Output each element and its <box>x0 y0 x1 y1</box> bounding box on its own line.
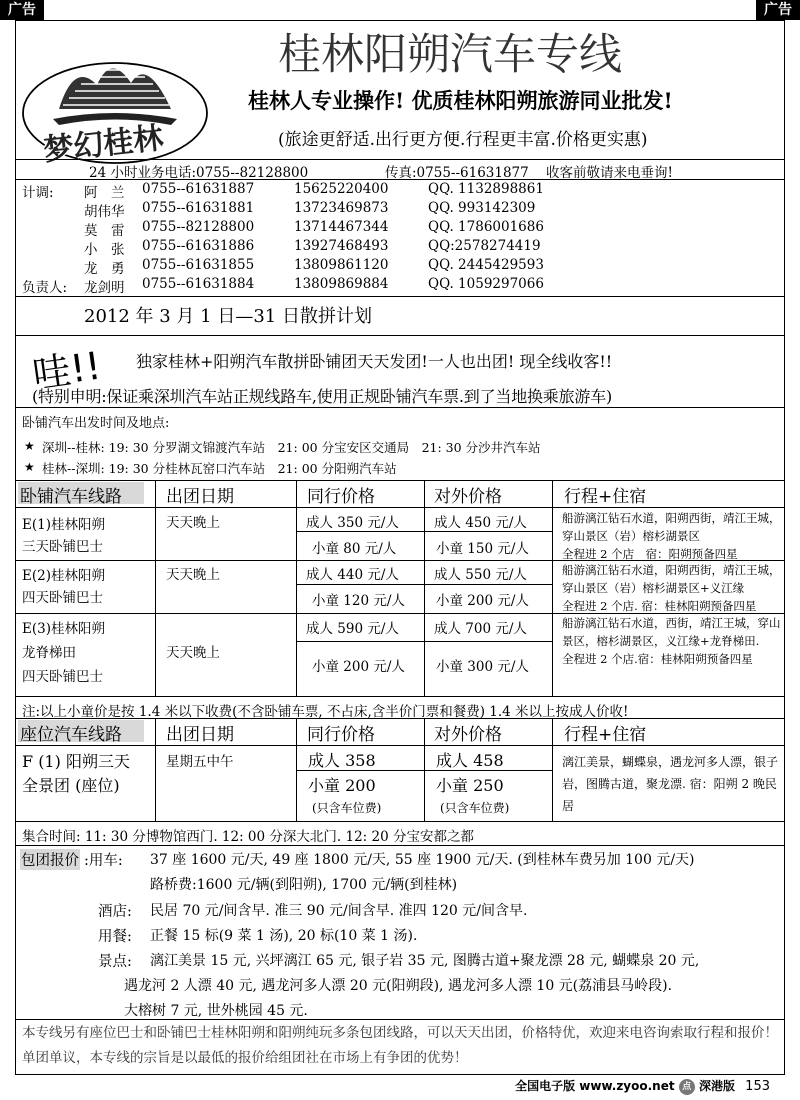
route-name: F (1) 阳朔三天 <box>22 752 130 771</box>
staff-qq: QQ. 1786001686 <box>428 219 544 235</box>
ad-frame <box>15 20 785 1075</box>
column-header: 座位汽车线路 <box>20 725 122 745</box>
star-icon: ★ <box>24 439 35 453</box>
page-title: 桂林阳朔汽车专线 <box>278 30 622 80</box>
sights-label: 景点: <box>98 954 132 970</box>
departure-date: 天天晚上 <box>166 567 220 583</box>
promo-statement: (特别申明:保证乘深圳汽车站正规线路车,使用正规卧铺汽车票.到了当地换乘旅游车) <box>32 387 613 406</box>
route-type: 四天卧铺巴士 <box>22 590 103 606</box>
car-price: 37 座 1600 元/天, 49 座 1800 元/天, 55 座 1900 元/天. (到桂林车费另加 100 元/天) <box>150 852 695 868</box>
fax: 传真:0755--61631877 <box>385 165 529 181</box>
region: 深港版 <box>698 1079 735 1093</box>
footer <box>515 1077 770 1095</box>
site-url: www.zyoo.net <box>579 1079 675 1093</box>
departure-line: 桂林--深圳: 19: 30 分桂林瓦窑口汽车站 21: 00 分阳朔汽车站 <box>42 461 397 476</box>
staff-tel: 0755--61631881 <box>142 200 255 216</box>
column-header: 同行价格 <box>307 487 375 507</box>
departure-date: 天天晚上 <box>166 645 220 661</box>
brand-logo-icon: 点 <box>679 1079 695 1095</box>
staff-mobile: 13714467344 <box>294 219 389 235</box>
page-number: 153 <box>745 1079 770 1094</box>
retail-child-price: 小童 200 元/人 <box>436 593 529 609</box>
staff-mobile: 13927468493 <box>294 238 389 254</box>
slogan: 桂林人专业操作! 优质桂林阳朔旅游同业批发! <box>248 88 673 113</box>
shopping-lodging: 全程进 2 个店. 宿：桂林阳朔预备四星 <box>562 599 757 613</box>
staff-name: 阿 兰 <box>84 185 125 201</box>
child-price-note: 注:以上小童价是按 1.4 米以下收费(不含卧铺车票, 不占床,含半价门票和餐费) 1.4 米以上按成人价收! <box>22 704 629 720</box>
trade-child-price: 小童 120 元/人 <box>312 593 405 609</box>
route-type: 四天卧铺巴士 <box>22 669 103 685</box>
brand-logo <box>19 43 211 169</box>
meal-label: 用餐: <box>98 929 132 945</box>
logo-text: 梦幻桂林 <box>41 120 165 169</box>
staff-qq: QQ. 1059297066 <box>428 276 544 292</box>
trade-adult-price: 成人 440 元/人 <box>306 567 399 583</box>
retail-child-price: 小童 250 <box>436 776 504 795</box>
edition: 全国电子版 <box>515 1079 576 1093</box>
column-header: 行程+住宿 <box>564 487 647 507</box>
plan-title: 2012 年 3 月 1 日—31 日散拼计划 <box>84 306 372 327</box>
retail-adult-price: 成人 458 <box>436 751 504 770</box>
car-label: :用车: <box>84 853 123 869</box>
route-type: 全景团 (座位) <box>22 776 120 795</box>
staff-mobile: 13809869884 <box>294 276 389 292</box>
column-header: 卧铺汽车线路 <box>20 487 122 507</box>
column-header: 同行价格 <box>307 725 375 745</box>
retail-adult-price: 成人 450 元/人 <box>434 515 527 531</box>
staff-label: 计调: <box>22 185 54 201</box>
column-header: 出团日期 <box>166 725 234 745</box>
staff-mobile: 13809861120 <box>294 257 389 273</box>
staff-qq: QQ. 2445429593 <box>428 257 544 273</box>
staff-tel: 0755--61631855 <box>142 257 255 273</box>
departures-title: 卧铺汽车出发时间及地点: <box>22 416 170 431</box>
shopping-lodging: 全程进 2 个店.宿：桂林阳朔预备四星 <box>562 652 753 666</box>
trade-child-price: 小童 80 元/人 <box>312 541 397 557</box>
staff-tel: 0755--61631884 <box>142 276 255 292</box>
trade-price-note: (只含车位费) <box>312 801 382 815</box>
route-name: E(2)桂林阳朔 <box>22 568 105 584</box>
staff-name: 莫 雷 <box>84 223 125 239</box>
staff-qq: QQ. 1132898861 <box>428 181 544 197</box>
route-type: 龙脊梯田 <box>22 645 76 661</box>
route-name: E(3)桂林阳朔 <box>22 621 105 637</box>
staff-tel: 0755--61631886 <box>142 238 255 254</box>
promo-wa: 哇!! <box>29 343 104 397</box>
staff-name: 龙 勇 <box>84 261 125 277</box>
ad-tag-left: 广告 <box>0 0 44 20</box>
hotel-label: 酒店: <box>98 904 132 920</box>
hotel-price: 民居 70 元/间含早. 准三 90 元/间含早. 准四 120 元/间含早. <box>150 903 528 919</box>
retail-price-note: (只含车位费) <box>440 801 510 815</box>
promo-line: 独家桂林+阳朔汽车散拼卧铺团天天发团!一人也出团! 现全线收客!! <box>136 352 613 371</box>
staff-name: 小 张 <box>84 242 125 258</box>
column-header: 出团日期 <box>166 487 234 507</box>
column-header: 对外价格 <box>434 725 502 745</box>
column-header: 对外价格 <box>434 487 502 507</box>
retail-child-price: 小童 150 元/人 <box>436 541 529 557</box>
trade-adult-price: 成人 350 元/人 <box>306 515 399 531</box>
departure-line: 深圳--桂林: 19: 30 分罗湖文锦渡汽车站 21: 00 分宝安区交通局 21: 30 分沙井汽车站 <box>42 440 541 455</box>
trade-child-price: 小童 200 元/人 <box>312 659 405 675</box>
contact-note: 收客前敬请来电垂询! <box>546 165 673 181</box>
sights-line: 遇龙河 2 人漂 40 元, 遇龙河多人漂 20 元(阳朔段), 遇龙河多人漂 10 元(荔浦县马岭段). <box>124 978 673 994</box>
manager-label: 负责人: <box>22 280 68 296</box>
column-header: 行程+住宿 <box>564 725 647 745</box>
staff-tel: 0755--61631887 <box>142 181 255 197</box>
star-icon: ★ <box>24 460 35 474</box>
staff-tel: 0755--82128800 <box>142 219 255 235</box>
trade-adult-price: 成人 590 元/人 <box>306 621 399 637</box>
staff-qq: QQ. 993142309 <box>428 200 536 216</box>
trade-child-price: 小童 200 <box>308 776 376 795</box>
charter-label: 包团报价 <box>20 849 80 870</box>
route-type: 三天卧铺巴士 <box>22 539 103 555</box>
departure-date: 天天晚上 <box>166 515 220 531</box>
trade-adult-price: 成人 358 <box>308 751 376 770</box>
staff-qq: QQ:2578274419 <box>428 238 541 254</box>
itinerary: 船游漓江钻石水道，阳朔西街，靖江王城，穿山景区（岩）榕杉湖景区 <box>562 511 781 543</box>
ad-tag-right: 广告 <box>756 0 800 20</box>
sights-line: 大榕树 7 元, 世外桃园 45 元. <box>124 1003 308 1019</box>
bottom-note: 本专线另有座位巴士和卧铺巴士桂林阳朔和阳朔纯玩多条包团线路，可以天天出团，价格特优，欢迎来电咨询索取行程和报价！单团单议，本专线的宗旨是以最低的报价给组团社在市场上有争团的优势！ <box>22 1025 778 1066</box>
retail-adult-price: 成人 550 元/人 <box>434 567 527 583</box>
itinerary: 船游漓江钻石水道，阳朔西街，靖江王城，穿山景区（岩）榕杉湖景区+义江缘 <box>562 563 781 595</box>
hotline: 24 小时业务电话:0755--82128800 <box>89 165 309 181</box>
staff-mobile: 13723469873 <box>294 200 389 216</box>
retail-child-price: 小童 300 元/人 <box>436 659 529 675</box>
staff-mobile: 15625220400 <box>294 181 389 197</box>
meal-price: 正餐 15 标(9 菜 1 汤), 20 标(10 菜 1 汤). <box>150 928 418 944</box>
shopping-lodging: 全程进 2 个店 宿：阳朔预备四星 <box>562 547 738 561</box>
itinerary: 船游漓江钻石水道，西街，靖江王城，穿山景区，榕杉湖景区，义江缘+龙脊梯田. <box>562 616 781 648</box>
itinerary: 漓江美景，蝴蝶泉，遇龙河多人漂，银子岩，图腾古道，聚龙漂. 宿：阳朔 2 晚民居 <box>562 755 779 813</box>
departure-date: 星期五中午 <box>166 754 234 770</box>
staff-name: 龙剑明 <box>84 280 125 296</box>
gather-time: 集合时间: 11: 30 分博物馆西门. 12: 00 分深大北门. 12: 20 分宝安都之都 <box>22 829 474 845</box>
sights-line: 漓江美景 15 元, 兴坪漓江 65 元, 银子岩 35 元, 图腾古道+聚龙漂 28 元, 蝴蝶泉 20 元, <box>150 953 700 969</box>
staff-name: 胡伟华 <box>84 204 125 220</box>
toll-price: 路桥费:1600 元/辆(到阳朔), 1700 元/辆(到桂林) <box>150 877 458 893</box>
retail-adult-price: 成人 700 元/人 <box>434 621 527 637</box>
subtitle: (旅途更舒适.出行更方便.行程更丰富.价格更实惠) <box>278 130 648 150</box>
route-name: E(1)桂林阳朔 <box>22 517 105 533</box>
